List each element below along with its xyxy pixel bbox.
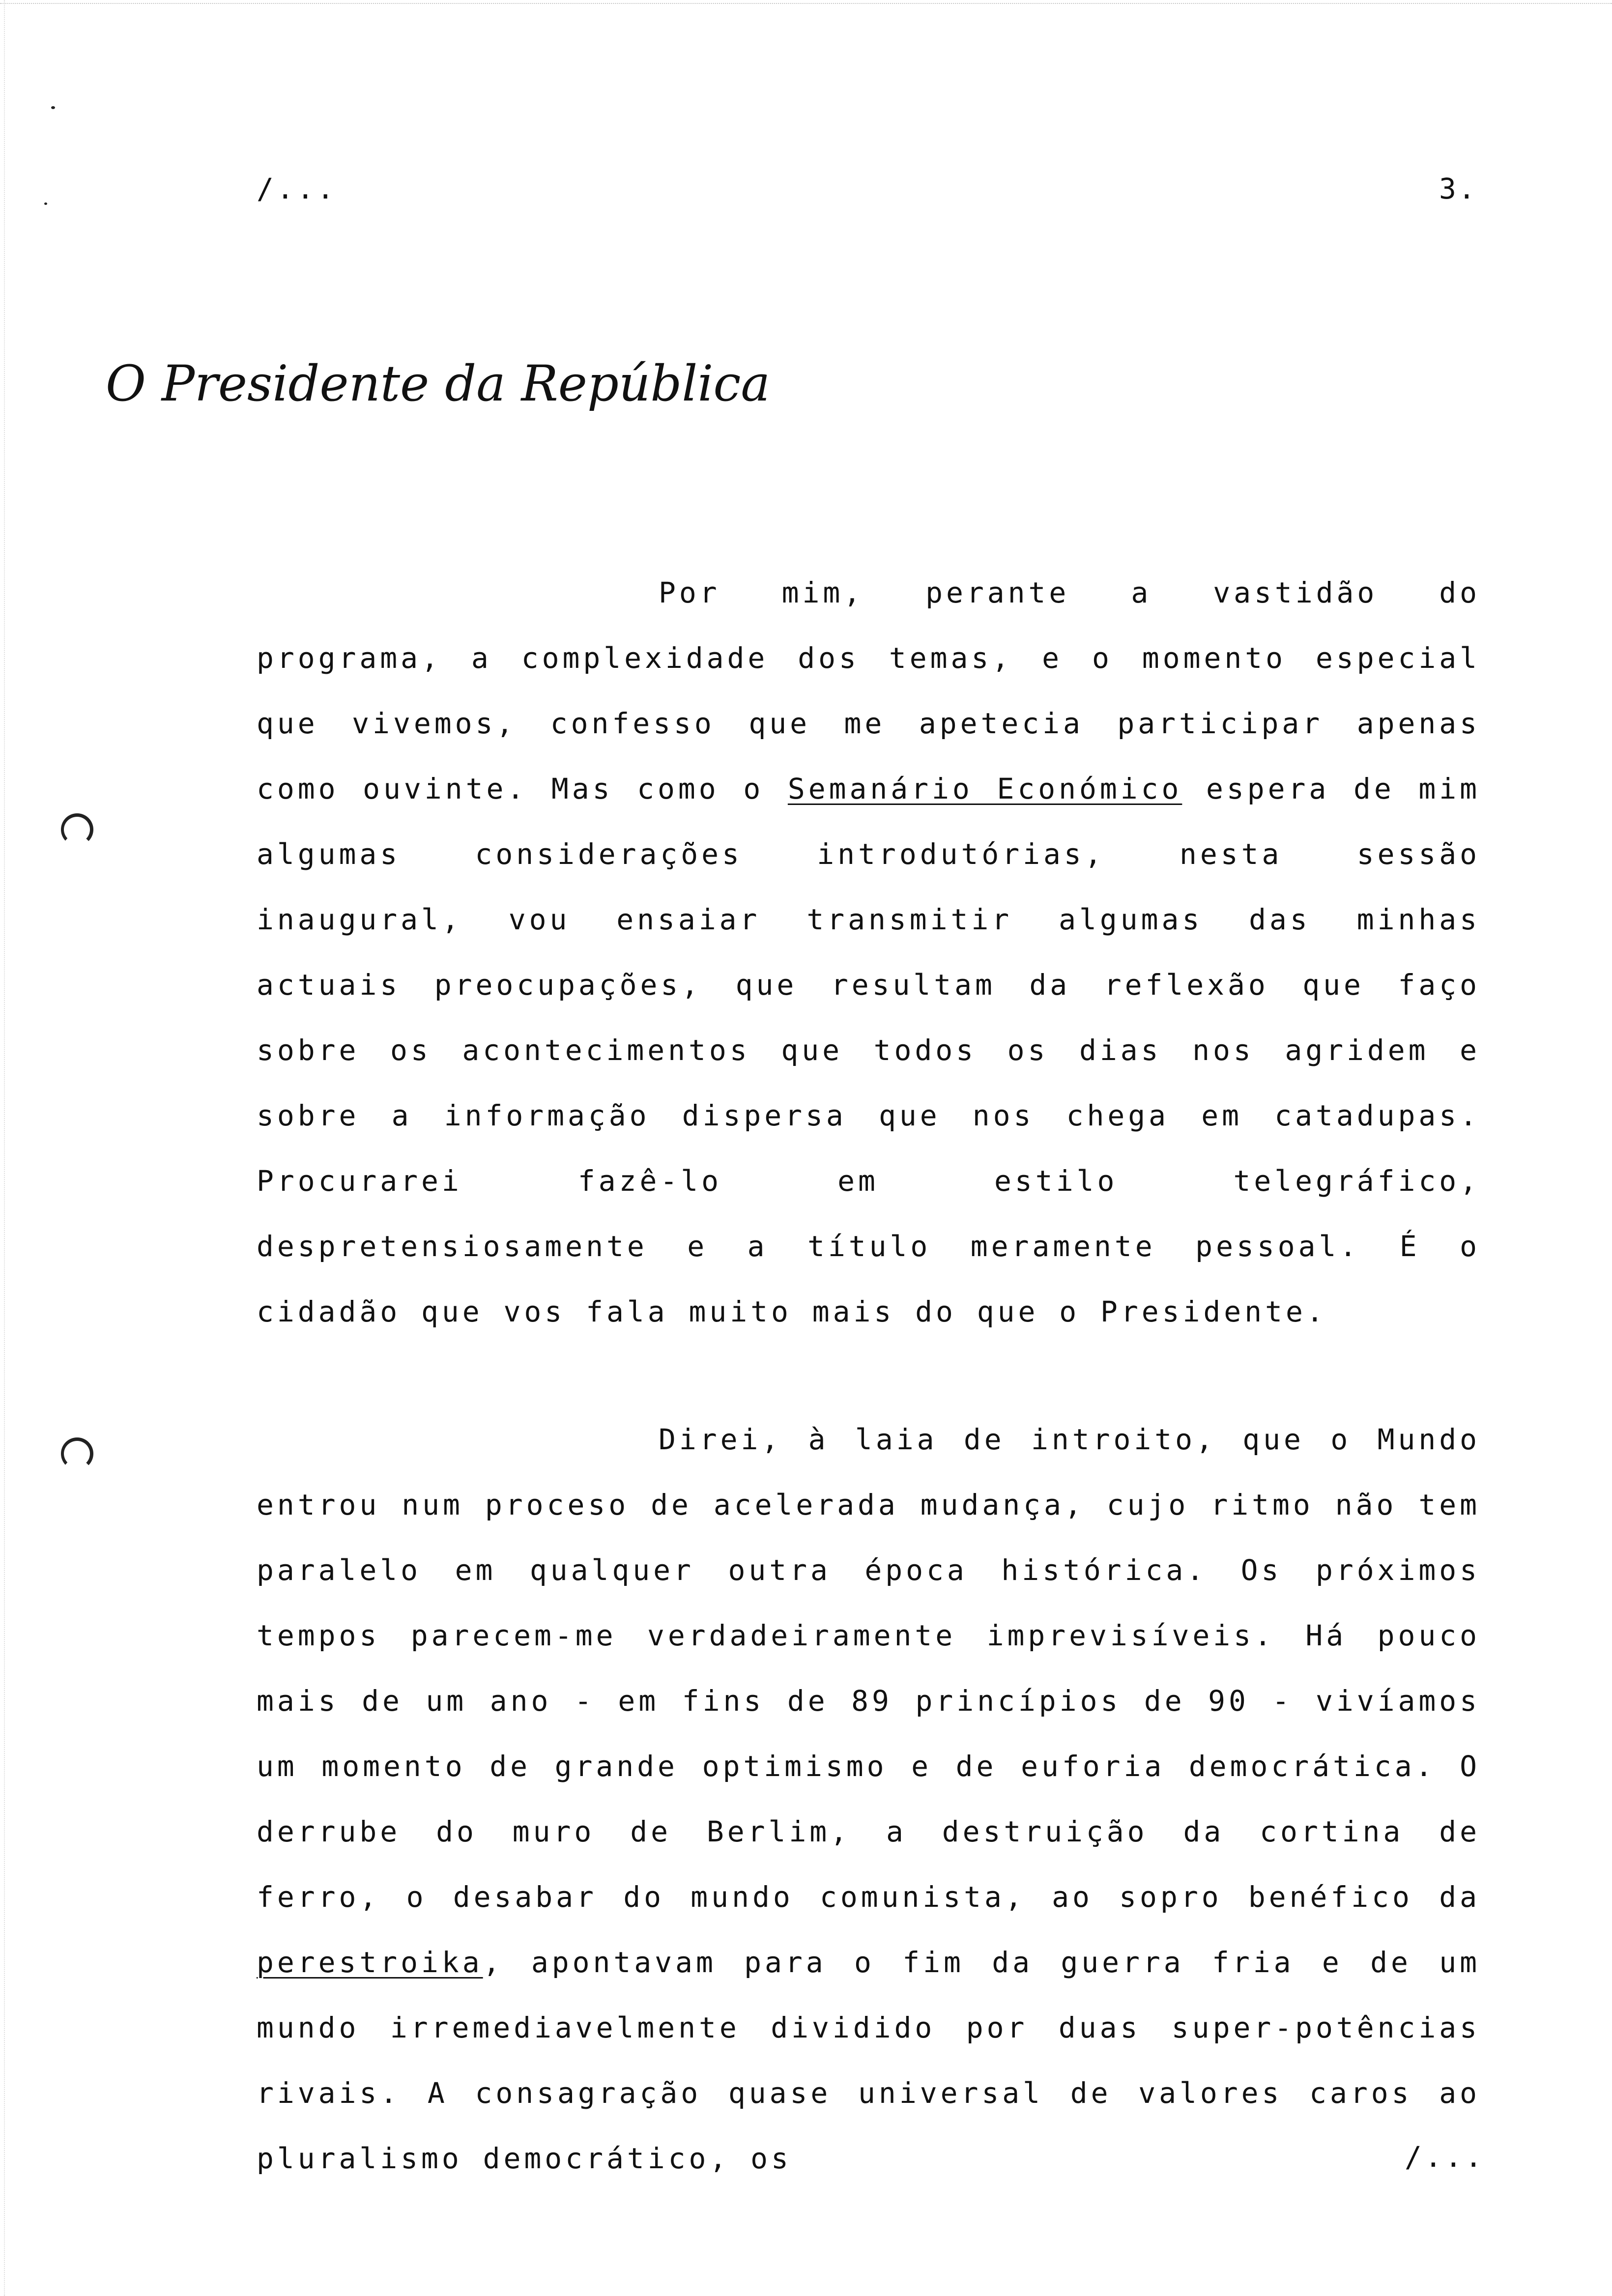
publication-title: Semanário Económico [787,772,1182,805]
paragraph [257,560,1480,1345]
page-number: 3. [1439,172,1477,205]
scan-speck [44,202,47,205]
punch-hole [61,1437,93,1470]
punch-hole [61,813,93,846]
emphasized-term: perestroika [257,1946,483,1979]
paragraph-text: Por mim, perante a vastidão do programa, a complexidade dos temas, e o momento especial que vivemos, confesso que me apetecia participar apenas como ouvinte. Mas como o [257,576,1480,805]
continued-on-marker: /... [1405,2140,1485,2174]
scan-top-edge [0,3,1612,4]
letterhead-text: O Presidente da República [106,355,771,412]
scan-speck [51,106,55,109]
paragraph-text: Direi, à laia de introito, que o Mundo entrou num proceso de acelerada mudança, cujo ritmo não tem paralelo em qualquer outra época histórica. Os próximos tempos parecem-me verdadeiramente imprevisíveis. Há pouco mais de um ano - em fins de 89 princípios de 90 - vivíamos um momento de grande optimismo e de euforia democrática. O derrube do muro de Berlim, a destruição da cortina de ferro, o desabar do mundo comunista, ao sopro benéfico da [257,1423,1480,1914]
paragraph [257,1407,1480,2191]
paragraph-text: , apontavam para o fim da guerra fria e de um mundo irremediavelmente dividido por duas super-potências rivais. A consagração quase universal de valores caros ao pluralismo democrático, os [257,1946,1480,2175]
letterhead-signature [101,339,771,432]
paragraph-text: espera de mim algumas considerações introdutórias, nesta sessão inaugural, vou ensaiar transmitir algumas das minhas actuais preocupações, que resultam da reflexão que faço sobre os acontecimentos que todos os dias nos agridem e sobre a informação dispersa que nos chega em catadupas. Procurarei fazê-lo em estilo telegráfico, despretensiosamente e a título meramente pessoal. É o cidadão que vos fala muito mais do que o Presidente. [257,772,1480,1328]
letter-body [257,560,1480,2191]
scan-left-edge [4,0,5,2296]
continued-from-marker: /... [257,172,337,205]
